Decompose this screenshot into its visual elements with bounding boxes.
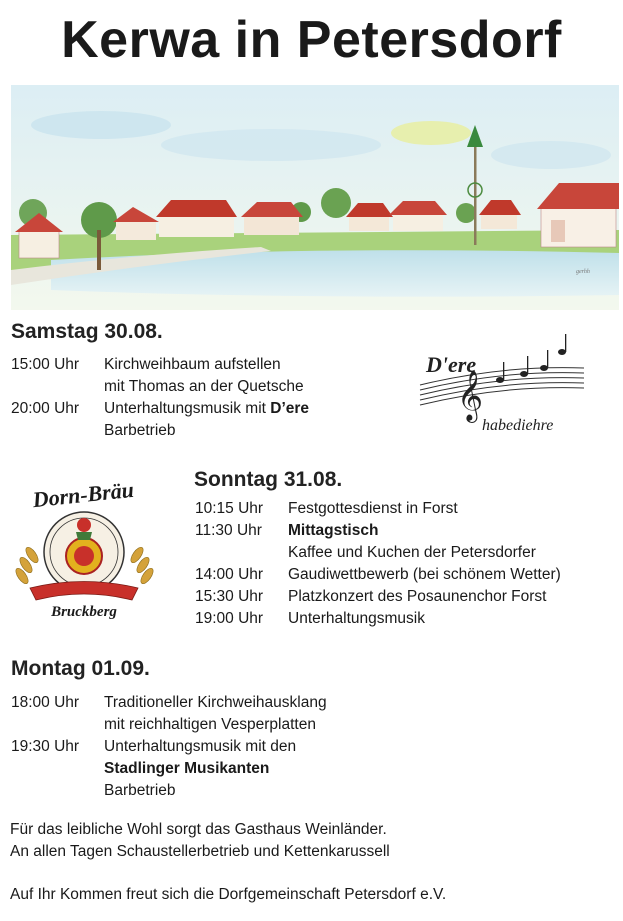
event-text-cont: mit reichhaltigen Vesperplatten [104,716,316,733]
dere-band-logo [412,330,592,440]
event-text-cont: Kaffee und Kuchen der Petersdorfer [288,544,536,561]
event-time: 14:00 Uhr [195,566,264,583]
event-time: 15:30 Uhr [195,588,264,605]
event-text: Kirchweihbaum aufstellen [104,356,281,373]
monday-heading: Montag 01.09. [11,657,150,680]
event-time: 18:00 Uhr [11,694,80,711]
event-text-cont: Barbetrieb [104,422,176,439]
event-time: 15:00 Uhr [11,356,80,373]
event-time: 11:30 Uhr [195,522,262,539]
event-row [11,354,79,376]
event-text: Traditioneller Kirchweihausklang [104,694,327,711]
event-time: 19:30 Uhr [11,738,80,755]
event-text-bold: Stadlinger Musikanten [104,760,270,777]
event-text-bold: D’ere [270,400,310,417]
event-text-plain: Unterhaltungsmusik mit [104,400,271,417]
footer-line: Für das leibliche Wohl sorgt das Gasthaus Weinländer. [10,821,387,838]
event-text: Unterhaltungsmusik mit den [104,738,297,755]
event-time: 19:00 Uhr [195,610,264,627]
event-text: Gaudiwettbewerb (bei schönem Wetter) [288,566,561,583]
footer-closing: Auf Ihr Kommen freut sich die Dorfgemeinschaft Petersdorf e.V. [10,886,447,903]
svg-text:gerhh: gerhh [576,269,590,275]
footer-line: An allen Tagen Schaustellerbetrieb und Kettenkarussell [10,843,390,860]
sunday-heading: Sonntag 31.08. [194,468,343,491]
event-text: Unterhaltungsmusik [288,610,425,627]
event-text-bold: Mittagstisch [288,522,379,539]
dorn-logo-top: Dorn-Bräu [31,476,135,513]
dere-logo-subtext: habediehre [482,417,554,434]
event-text-cont: mit Thomas an der Quetsche [104,378,304,395]
village-illustration [11,85,619,310]
dere-logo-text: D'ere [426,352,477,377]
page-title: Kerwa in Petersdorf [61,11,562,69]
event-text: Platzkonzert des Posaunenchor Forst [288,588,547,605]
svg-text:𝄞: 𝄞 [457,370,484,421]
event-text [104,398,309,420]
event-text: Festgottesdienst in Forst [288,500,458,517]
event-text-cont: Barbetrieb [104,782,176,799]
dorn-logo-bottom: Bruckberg [51,604,117,620]
event-time: 20:00 Uhr [11,400,80,417]
event-time: 10:15 Uhr [195,500,264,517]
dorn-braeu-logo [12,470,157,625]
saturday-heading: Samstag 30.08. [11,320,163,343]
